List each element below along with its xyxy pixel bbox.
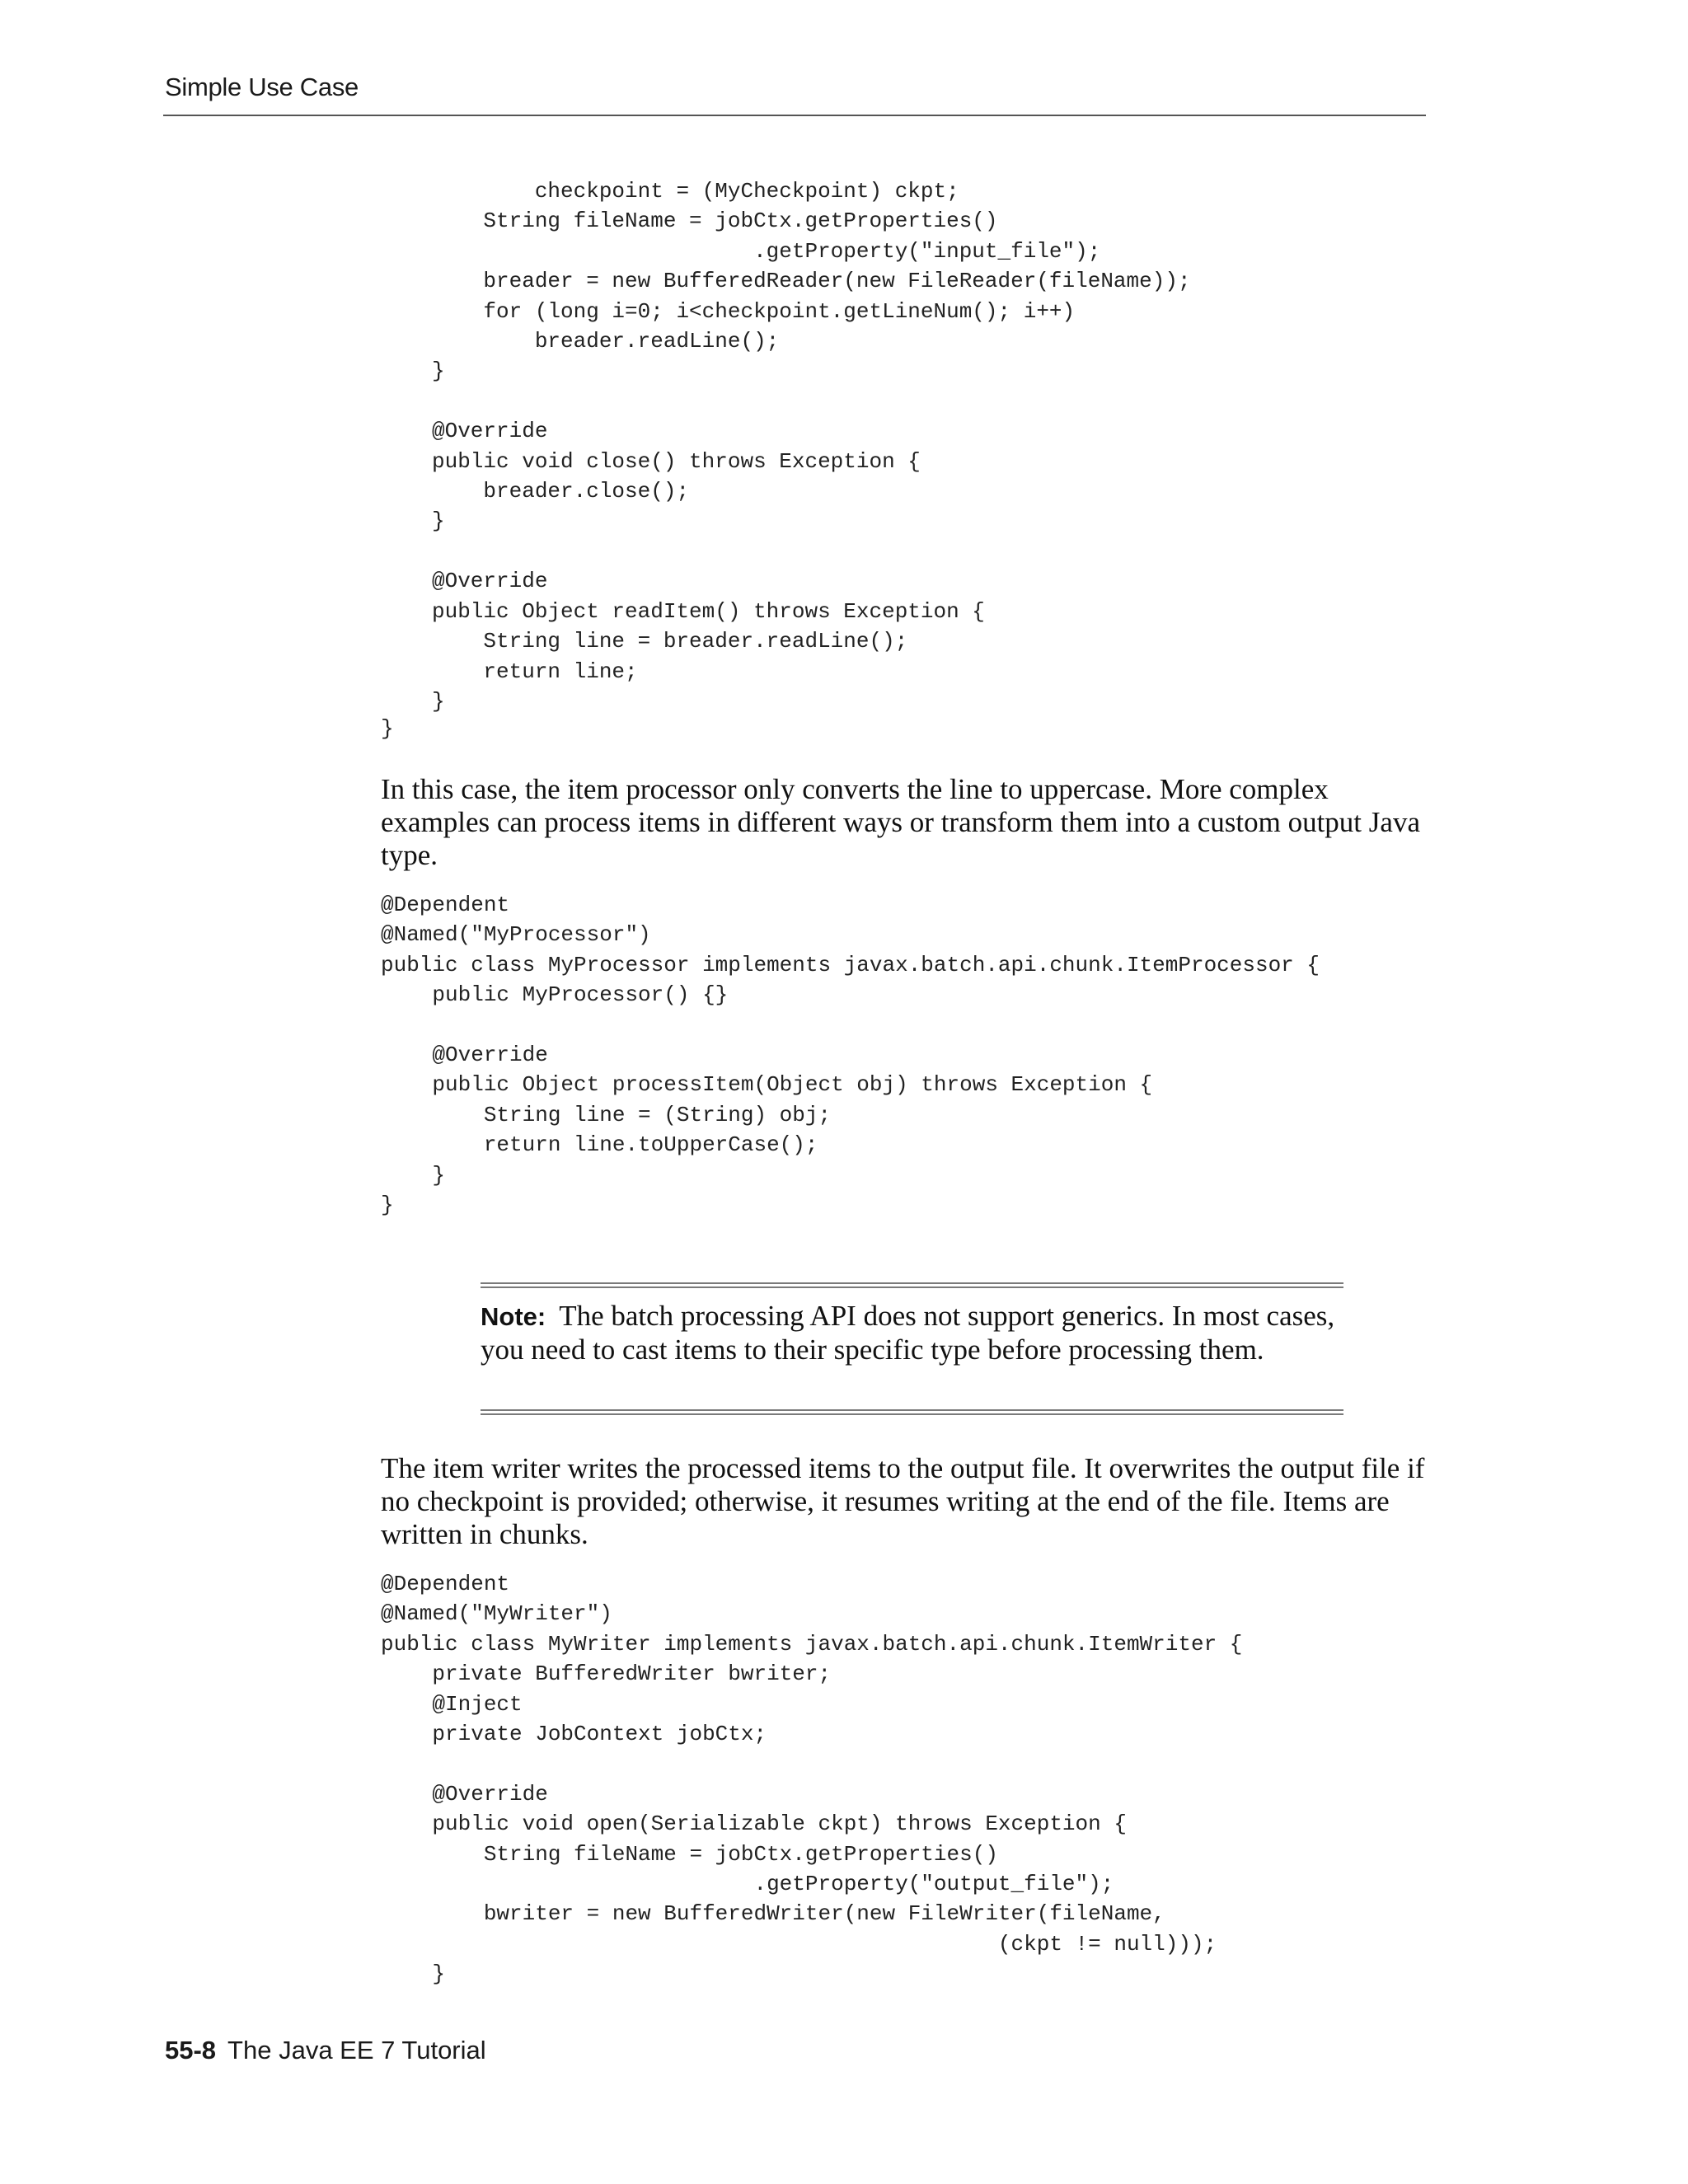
running-header-title: Simple Use Case [165,73,359,101]
code-block-writer: @Dependent @Named("MyWriter") public class MyWriter implements javax.batch.api.chunk.ItemWriter { private BufferedWriter bwriter; @Inject private JobContext jobCtx; @Override public void open(Serializable ckpt) throws Exception { String fileName = jobCtx.getProperties() .getProperty("output_file"); bwriter = new BufferedWriter(new FileWriter(fileName, (ckpt != null))); } [381,1572,1243,1987]
paragraph-processor-intro: In this case, the item processor only converts the line to uppercase. More complex examples can process items in different ways or transform them into a custom output Java type. [381,773,1420,871]
page-footer [165,2036,486,2065]
footer-book-title: The Java EE 7 Tutorial [227,2036,486,2064]
paragraph-writer-intro: The item writer writes the processed items to the output file. It overwrites the output file if no checkpoint is provided; otherwise, it resumes writing at the end of the file. Items are written in chunks. [381,1452,1425,1550]
header-rule [163,115,1426,116]
note-bottom-rule [481,1409,1343,1415]
note-label: Note: [481,1302,546,1331]
code-block-reader-tail: checkpoint = (MyCheckpoint) ckpt; String fileName = jobCtx.getProperties() .getProperty("input_file"); breader = new BufferedReader(new FileReader(fileName)); for (long i=0; i<checkpoint.getLineNum(); i++) breader.readLine(); } @Override public void close() throws Exception { breader.close(); } @Override public Object readItem() throws Exception { String line = breader.readLine(); return line; } [432,179,1191,714]
note-top-rule [481,1282,1343,1288]
note-box [481,1300,1338,1366]
code-block-processor: @Dependent @Named("MyProcessor") public class MyProcessor implements javax.batch.api.chunk.ItemProcessor { public MyProcessor() {} @Override public Object processItem(Object obj) throws Exception { String line = (String) obj; return line.toUpperCase(); } } [381,893,1320,1218]
note-text: The batch processing API does not support generics. In most cases, you need to cast items to their specific type before processing them. [481,1300,1335,1366]
code-block-reader-close: } [381,716,394,741]
footer-page-number: 55-8 [165,2036,217,2064]
